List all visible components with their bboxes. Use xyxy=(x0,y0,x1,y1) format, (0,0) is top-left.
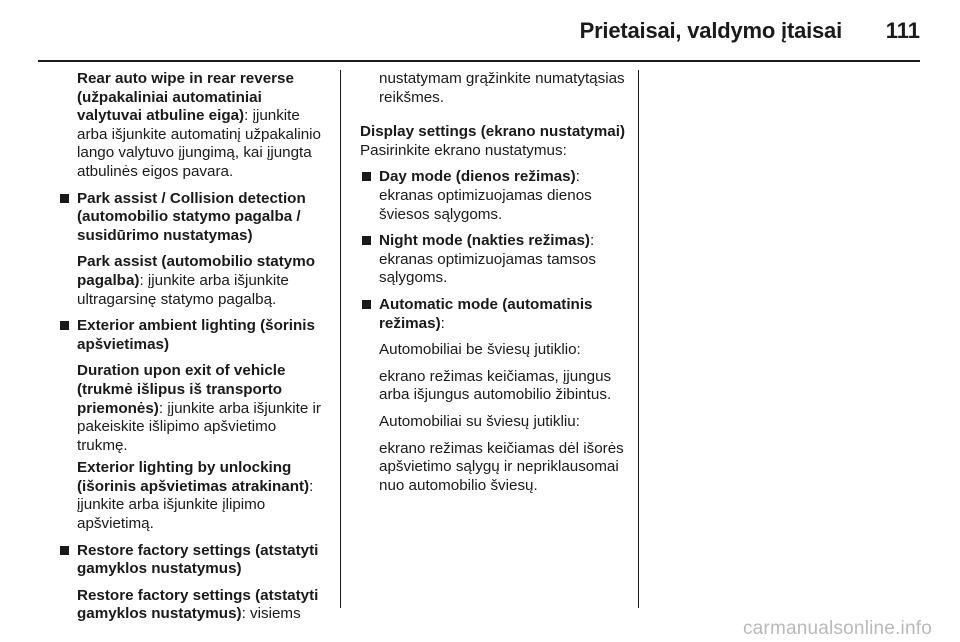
automatic-mode-title: Automatic mode (automatinis režimas) xyxy=(379,295,593,332)
automatic-mode-colon: : xyxy=(440,314,445,332)
restore-title: Restore factory settings (atstatyti gamyklos nustatymus) xyxy=(77,541,319,578)
night-mode-title: Night mode (nakties režimas) xyxy=(379,232,590,250)
rear-wipe-text: : įjunkite arba išjunkite automatinį užpakalinio lango valytuvo įjungimą, kai įjungta atbulinės eigos pavara. xyxy=(77,107,321,180)
bullet-night-mode xyxy=(360,232,630,288)
square-bullet-icon xyxy=(60,546,69,555)
column-divider-right xyxy=(638,70,639,608)
auto-no-sensor-text: ekrano režimas keičiamas, įjungus arba išjungus automobilio žibintus. xyxy=(379,367,612,404)
watermark: carmanualsonline.info xyxy=(742,618,932,639)
square-bullet-icon xyxy=(362,172,371,181)
restore-sub-title: Restore factory settings (atstatyti gamyklos nustatymus) xyxy=(77,586,319,623)
ambient-lighting-title: Exterior ambient lighting (šorinis apšvietimas) xyxy=(77,317,315,353)
day-mode-colon: : xyxy=(575,168,580,186)
restore-sub-text: : visiems xyxy=(241,605,301,623)
night-mode-line xyxy=(379,232,630,251)
auto-no-sensor: Automobiliai be šviesų jutiklio: xyxy=(379,341,581,359)
automatic-mode-line xyxy=(379,296,630,333)
auto-with-sensor-text: ekrano režimas keičiamas dėl išorės apšvietimo sąlygų ir nepriklausomai nuo automobilio šviesų. xyxy=(379,439,624,494)
rear-wipe-paragraph xyxy=(58,70,328,182)
park-assist-title: Park assist / Collision detection (automobilio statymo pagalba / susidūrimo nustatymas) xyxy=(77,189,306,244)
duration-paragraph xyxy=(77,362,328,455)
restore-paragraph xyxy=(77,587,328,624)
unlock-text: : įjunkite arba išjunkite įlipimo apšvietimą. xyxy=(77,477,314,533)
restore-continuation: nustatymam grąžinkite numatytąsias reikšmes. xyxy=(379,70,625,106)
park-assist-paragraph xyxy=(77,253,328,309)
unlock-paragraph xyxy=(77,459,328,533)
bullet-ambient-lighting xyxy=(58,317,328,534)
column-divider-left xyxy=(340,70,341,608)
header-rule xyxy=(38,60,920,62)
display-settings-text: Pasirinkite ekrano nustatymus: xyxy=(360,141,567,159)
day-mode-title: Day mode (dienos režimas) xyxy=(379,168,576,186)
display-settings-title: Display settings (ekrano nustatymai) xyxy=(360,123,626,141)
day-mode-text: ekranas optimizuojamas dienos šviesos sąlygoms. xyxy=(379,186,592,223)
page-header xyxy=(0,0,960,60)
unlock-title: Exterior lighting by unlocking (išorinis apšvietimas atrakinant) xyxy=(77,459,310,495)
column-middle xyxy=(360,70,630,495)
rear-wipe-title: Rear auto wipe in rear reverse (užpakaliniai automatiniai valytuvai atbuline eiga) xyxy=(77,70,294,125)
page-title: Prietaisai, valdymo įtaisai xyxy=(579,18,842,43)
page-number: 111 xyxy=(885,18,920,43)
park-assist-sub-title: Park assist (automobilio statymo pagalba) xyxy=(77,253,316,289)
square-bullet-icon xyxy=(60,321,69,330)
night-mode-text: ekranas optimizuojamas tamsos sąlygoms. xyxy=(379,250,596,287)
bullet-park-assist xyxy=(58,190,328,310)
night-mode-colon: : xyxy=(590,232,595,250)
square-bullet-icon xyxy=(362,300,371,309)
auto-with-sensor: Automobiliai su šviesų jutikliu: xyxy=(379,412,580,430)
duration-text: : įjunkite arba išjunkite ir pakeiskite išlipimo apšvietimo trukmę. xyxy=(77,399,321,454)
day-mode-line xyxy=(379,168,630,187)
duration-title: Duration upon exit of vehicle (trukmė išlipus iš transporto priemonės) xyxy=(77,362,286,417)
bullet-restore-factory xyxy=(58,542,328,624)
square-bullet-icon xyxy=(362,236,371,245)
column-left xyxy=(58,70,328,624)
bullet-automatic-mode xyxy=(360,296,630,495)
bullet-day-mode xyxy=(360,168,630,224)
park-assist-sub-text: : įjunkite arba išjunkite ultragarsinę statymo pagalbą. xyxy=(77,271,289,308)
square-bullet-icon xyxy=(60,194,69,203)
